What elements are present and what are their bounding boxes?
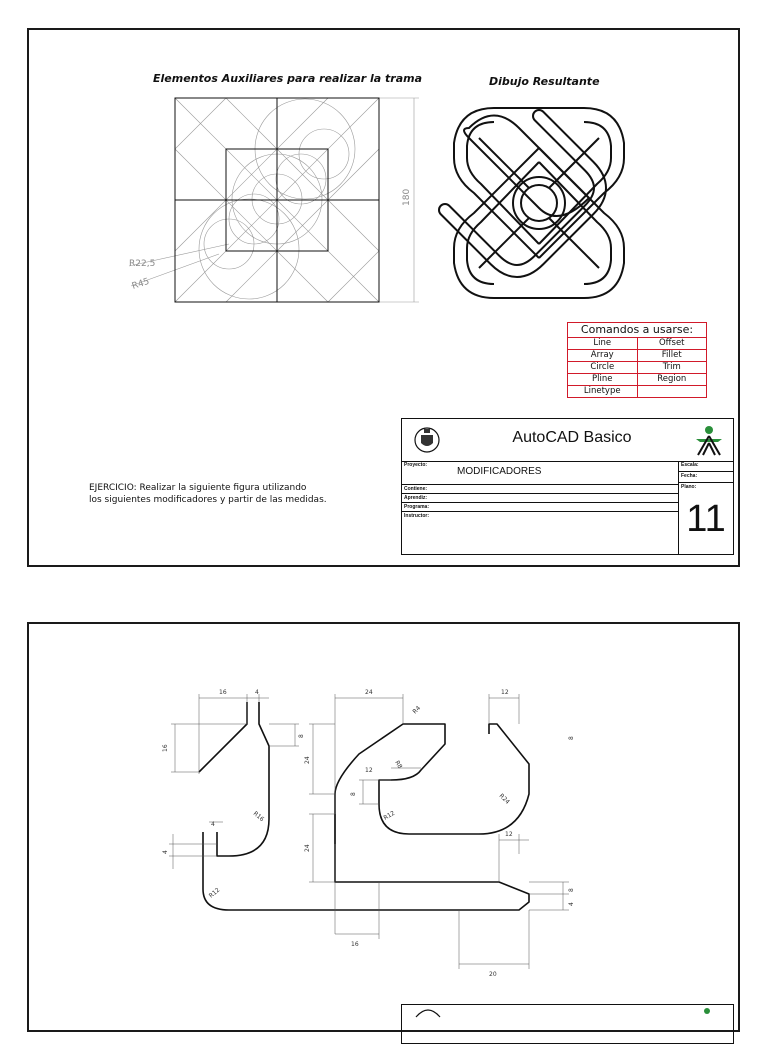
- dim-mid-b: 8: [350, 792, 357, 796]
- dim-small-b: 4: [162, 850, 169, 854]
- dim-small-a: 4: [211, 821, 215, 828]
- field-row: [402, 494, 678, 503]
- command-cell: Linetype: [568, 386, 638, 397]
- scale-label: Escala:: [681, 462, 699, 468]
- dim-radius-c: R4: [411, 704, 423, 716]
- command-cell: [638, 386, 707, 397]
- date-row: [679, 472, 733, 483]
- dim-bottom-a: 16: [351, 941, 359, 948]
- exercise-line-1: EJERCICIO: Realizar la siguiente figura utilizando: [89, 483, 307, 493]
- dim-top-a: 16: [219, 689, 227, 696]
- height-dimension-label: 180: [402, 188, 412, 206]
- dim-radius-f: R24: [497, 792, 511, 806]
- commands-row: [568, 338, 706, 350]
- instructor-label: Instructor:: [404, 513, 429, 519]
- dim-left-d: 24: [304, 844, 311, 852]
- command-cell: Line: [568, 338, 638, 349]
- field-row: [402, 485, 678, 494]
- dim-left-c: 24: [304, 756, 311, 764]
- sheet-label: Plano:: [681, 484, 697, 490]
- dim-left-a: 16: [162, 744, 169, 752]
- university-seal-icon: [414, 1007, 442, 1017]
- dim-left-b: 8: [298, 734, 305, 738]
- sheet-number: 11: [686, 498, 726, 540]
- project-label: Proyecto:: [404, 462, 428, 468]
- dim-right-b: 8: [568, 888, 575, 892]
- command-cell: Region: [657, 374, 687, 384]
- dim-radius-e: R12: [382, 809, 397, 822]
- commands-table: [567, 322, 707, 398]
- radius-small-label: R22,5: [129, 259, 156, 269]
- dim-radius-a: R16: [251, 810, 266, 824]
- dim-right-a: 12: [505, 831, 513, 838]
- dim-radius-d: R8: [393, 759, 404, 770]
- project-value: MODIFICADORES: [457, 466, 542, 477]
- exercise-instructions: [89, 482, 389, 506]
- drawing-sheet-1: [27, 28, 740, 567]
- title-block-partial: [401, 1004, 734, 1044]
- title-block-sheet-info: [679, 461, 733, 555]
- title-block: [401, 418, 734, 555]
- dim-top-c: 24: [365, 689, 373, 696]
- dim-mid-a: 12: [365, 767, 373, 774]
- resulting-interlaced-drawing: [439, 98, 639, 308]
- command-cell: Offset: [658, 338, 685, 348]
- dim-far-right: 8: [568, 736, 575, 740]
- project-row: [402, 461, 678, 485]
- command-cell: Array: [568, 350, 638, 361]
- title-block-header: [402, 419, 733, 462]
- course-title: AutoCAD Basico: [512, 429, 632, 446]
- command-cell: Fillet: [661, 350, 682, 360]
- sena-logo-icon: [700, 1007, 714, 1019]
- command-cell: Circle: [568, 362, 638, 373]
- contains-label: Contiene:: [404, 486, 428, 492]
- date-label: Fecha:: [681, 473, 698, 479]
- commands-row: [568, 386, 706, 397]
- commands-row: [568, 350, 706, 362]
- apprentice-label: Aprendiz:: [404, 495, 428, 501]
- exercise-line-2: los siguientes modificadores y partir de las medidas.: [89, 495, 327, 505]
- sena-logo-icon: [692, 423, 726, 457]
- dim-top-b: 4: [255, 689, 259, 696]
- field-row: [402, 512, 678, 520]
- commands-table-title: Comandos a usarse:: [568, 323, 706, 338]
- university-seal-icon: [412, 425, 442, 455]
- radius-large-label: R45: [130, 276, 151, 292]
- title-block-fields: [402, 461, 679, 555]
- resulting-drawing-heading: Dibujo Resultante: [489, 75, 600, 88]
- dim-bottom-b: 20: [489, 971, 497, 978]
- command-cell: Pline: [568, 374, 638, 385]
- dim-right-c: 4: [568, 902, 575, 906]
- dim-top-d: 12: [501, 689, 509, 696]
- drawing-sheet-2: [27, 622, 740, 1032]
- command-cell: Trim: [662, 362, 681, 372]
- dim-radius-b: R12: [207, 886, 222, 900]
- scale-row: [679, 461, 733, 472]
- commands-row: [568, 362, 706, 374]
- dimensioned-profile-drawing: [159, 684, 589, 978]
- field-row: [402, 503, 678, 512]
- program-label: Programa:: [404, 504, 430, 510]
- commands-row: [568, 374, 706, 386]
- auxiliary-elements-heading: Elementos Auxiliares para realizar la trama: [153, 72, 423, 85]
- auxiliary-construction-drawing: [119, 94, 419, 304]
